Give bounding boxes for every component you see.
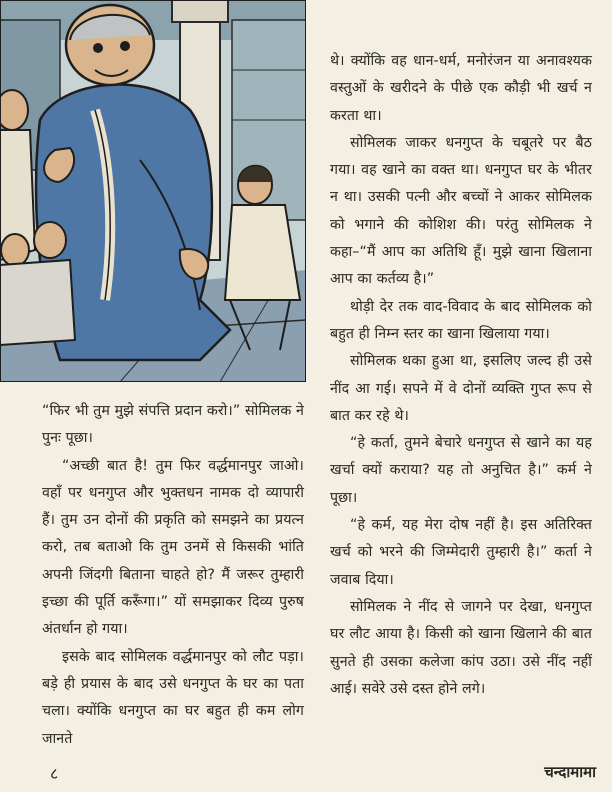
paragraph: सोमिलक ने नींद से जागने पर देखा, धनगुप्त घर लौट आया है। किसी को खाना खिलाने की बात सुनते ही उसका कलेजा कांप उठा। उसे नींद नहीं आई। सवेरे उसे दस्त होने लगे। <box>330 598 592 697</box>
paragraph: “अच्छी बात है! तुम फिर वर्द्धमानपुर जाओ। वहाँ पर धनगुप्त और भुक्तधन नामक दो व्यापारी हैं। तुम उन दोनों की प्रकृति को समझने का प्रयत्न करो, तब बताओ कि तुम उनमें से किसकी भांति अपनी जिंदगी बिताना चाहते हो? मैं जरूर तुम्हारी इच्छा की पूर्ति करूँगा।” यों समझाकर दिव्य पुरुष अंतर्धान हो गया। <box>42 457 304 638</box>
paragraph: “फिर भी तुम मुझे संपत्ति प्रदान करो।” सोमिलक ने पुनः पूछा। <box>42 403 304 447</box>
right-text-column <box>330 48 592 703</box>
paragraph: “हे कर्म, यह मेरा दोष नहीं है। इस अतिरिक्त खर्च को भरने की जिम्मेदारी तुम्हारी है।” कर्ता ने जवाब दिया। <box>330 517 592 588</box>
story-illustration <box>0 0 306 382</box>
left-text-column <box>42 398 304 753</box>
paragraph: सोमिलक जाकर धनगुप्त के चबूतरे पर बैठ गया। वह खाने का वक्त था। धनगुप्त घर के भीतर न था। उसकी पत्नी और बच्चों ने आकर सोमिलक को भगाने की कोशिश की। परंतु सोमिलक ने कहा–“मैं आप का अतिथि हूँ। मुझे खाना खिलाना आप का कर्तव्य है।” <box>330 134 592 288</box>
magazine-name: चन्दामामा <box>544 763 596 781</box>
page-number: ८ <box>50 764 59 783</box>
paragraph: थोड़ी देर तक वाद-विवाद के बाद सोमिलक को बहुत ही निम्न स्तर का खाना खिलाया गया। <box>330 298 592 342</box>
comic-illustration-icon <box>0 0 306 382</box>
paragraph: इसके बाद सोमिलक वर्द्धमानपुर को लौट पड़ा। बड़े ही प्रयास के बाद उसे धनगुप्त के घर का पता चला। क्योंकि धनगुप्त का घर बहुत ही कम लोग जानते <box>42 648 304 747</box>
paragraph: थे। क्योंकि वह धान-धर्म, मनोरंजन या अनावश्यक वस्तुओं के खरीदने के पीछे एक कौड़ी भी खर्च न करता था। <box>330 53 592 124</box>
paragraph: “हे कर्ता, तुमने बेचारे धनगुप्त से खाने का यह खर्चा क्यों कराया? यह तो अनुचित है।” कर्म ने पूछा। <box>330 435 592 506</box>
paragraph: सोमिलक थका हुआ था, इसलिए जल्द ही उसे नींद आ गई। सपने में वे दोनों व्यक्ति गुप्त रूप से बात कर रहे थे। <box>330 353 592 424</box>
